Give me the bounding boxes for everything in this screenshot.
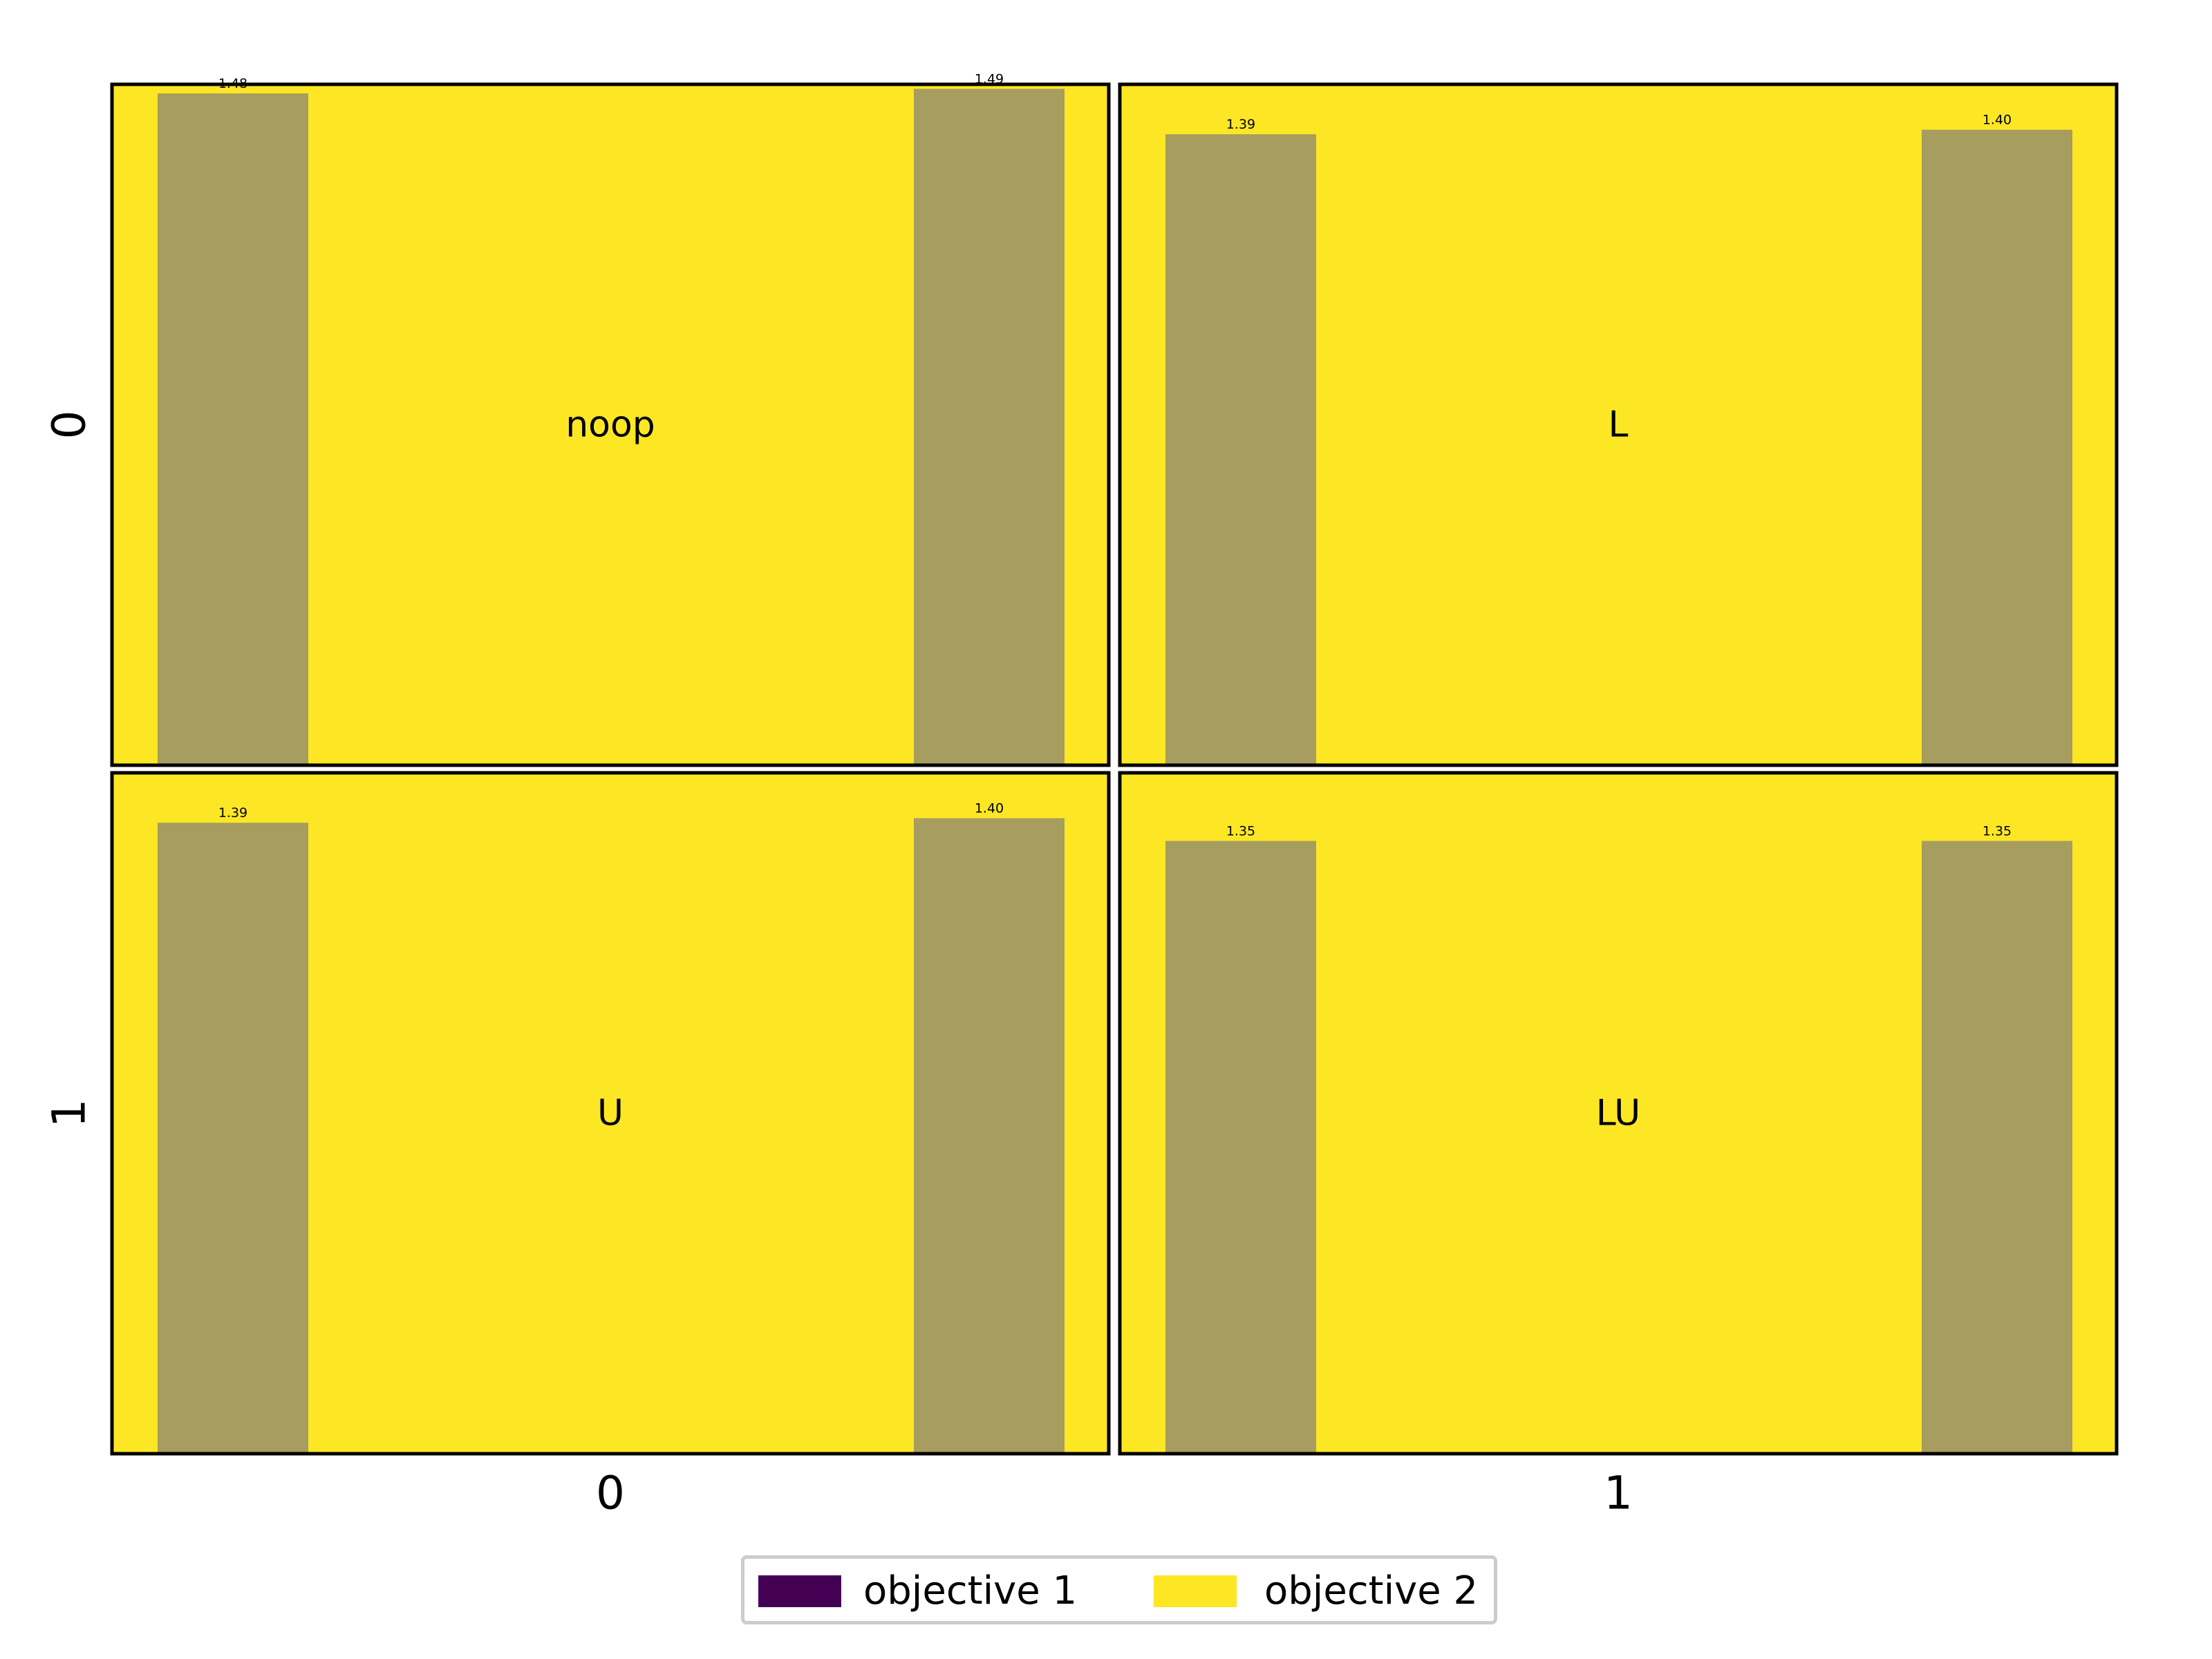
panel-l-bar-1-value-label: 1.39: [1226, 117, 1256, 133]
row-tick-label-1: 1: [42, 1098, 96, 1128]
panel-noop-bar-1: [158, 93, 308, 765]
legend-swatch-objective-1: [758, 1575, 841, 1607]
panel-lu-bar-1-value-label: 1.35: [1226, 823, 1256, 839]
panel-u-title: U: [597, 1092, 624, 1134]
col-tick-label-1: 1: [1604, 1466, 1633, 1520]
panel-lu-bar-2: [1922, 841, 2072, 1454]
panel-u-bar-1-value-label: 1.39: [218, 805, 248, 821]
panel-l-bar-2: [1922, 130, 2072, 765]
panel-lu-title: LU: [1595, 1092, 1641, 1134]
panel-u-bar-2-value-label: 1.40: [974, 800, 1004, 816]
panel-u-bar-2: [914, 818, 1065, 1454]
legend-swatch-objective-2: [1154, 1575, 1237, 1607]
panel-l-bar-1: [1165, 134, 1316, 765]
panel-l-bar-2-value-label: 1.40: [1982, 112, 2012, 128]
panel-u-bar-1: [158, 823, 308, 1454]
legend-label-objective-1: objective 1: [863, 1568, 1078, 1613]
row-tick-label-0: 0: [42, 410, 96, 440]
legend-label-objective-2: objective 2: [1264, 1568, 1479, 1613]
panel-noop-bar-2-value-label: 1.49: [974, 71, 1004, 87]
legend: [741, 1555, 1497, 1624]
panel-noop-bar-1-value-label: 1.48: [218, 76, 248, 92]
panel-noop-bar-2: [914, 89, 1065, 765]
col-tick-label-0: 0: [596, 1466, 625, 1520]
panel-noop-title: noop: [565, 404, 655, 446]
panel-lu-bar-1: [1165, 841, 1316, 1454]
panel-l-title: L: [1608, 404, 1629, 446]
panel-lu-bar-2-value-label: 1.35: [1982, 823, 2012, 839]
